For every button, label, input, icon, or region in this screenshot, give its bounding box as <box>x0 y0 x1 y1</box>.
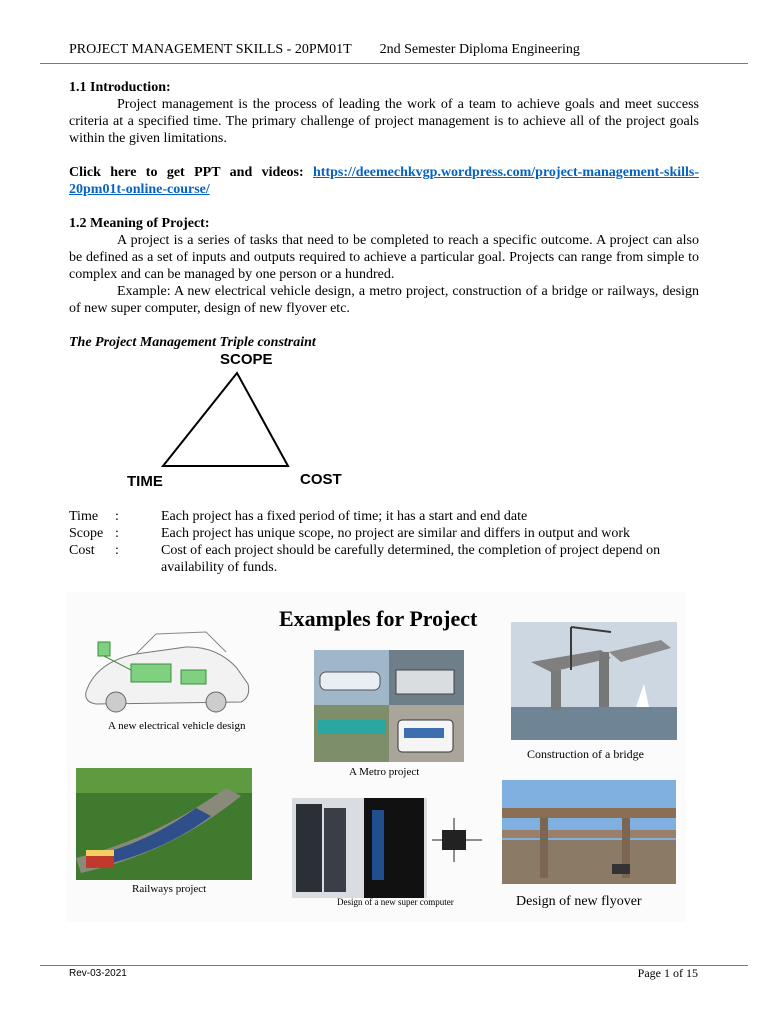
header-divider <box>40 63 748 64</box>
bridge-image <box>511 622 677 740</box>
time-label: TIME <box>127 473 163 490</box>
railways-image <box>76 768 252 880</box>
constraint-triangle <box>163 373 288 466</box>
definition-colon: : <box>115 526 119 541</box>
document-body <box>69 79 699 351</box>
scope-label: SCOPE <box>220 351 273 368</box>
bridge-caption: Construction of a bridge <box>527 747 644 761</box>
definition-term: Scope <box>69 526 104 541</box>
definition-term: Time <box>69 509 99 524</box>
intro-paragraph: Project management is the process of leading the work of a team to achieve goals and meet success criteria at a specified time. The primary challenge of project management is to achieve all of the project goals within the given limitations. <box>69 97 699 146</box>
supercomputer-image <box>292 798 492 898</box>
examples-title: Examples for Project <box>279 606 478 631</box>
flyover-caption: Design of new flyover <box>516 894 642 909</box>
header-course: PROJECT MANAGEMENT SKILLS - 20PM01T <box>69 42 352 57</box>
definition-text: Cost of each project should be carefully determined, the completion of project depend on availability of funds. <box>161 543 661 575</box>
footer-revision: Rev-03-2021 <box>69 968 127 979</box>
meaning-paragraph: A project is a series of tasks that need to be completed to reach a specific outcome. A project can also be defined as a set of inputs and outputs required to achieve a particular goal. Projects can range from simple to complex and can be managed by one person or a hundred. <box>69 233 699 282</box>
definition-colon: : <box>115 543 119 558</box>
electric-vehicle-image <box>76 622 256 717</box>
cost-label: COST <box>300 471 342 488</box>
meaning-heading: 1.2 Meaning of Project: <box>69 216 210 231</box>
definition-colon: : <box>115 509 119 524</box>
definition-text: Each project has unique scope, no project are similar and differs in output and work <box>161 526 630 541</box>
resource-link[interactable]: https://deemechkvgp.wordpress.com/project-management-skills-20pm01t-online-course/ <box>69 165 700 197</box>
header-semester: 2nd Semester Diploma Engineering <box>379 42 580 57</box>
intro-heading: 1.1 Introduction: <box>69 80 171 95</box>
supercomputer-caption: Design of a new super computer <box>337 897 454 907</box>
triple-constraint-diagram <box>120 348 342 493</box>
examples-figure <box>66 592 686 922</box>
definition-row <box>69 508 709 525</box>
metro-caption: A Metro project <box>349 766 420 778</box>
definition-row <box>69 542 709 576</box>
example-paragraph: Example: A new electrical vehicle design, a metro project, construction of a bridge or railways, design of new super computer, design of new flyover etc. <box>69 284 699 316</box>
railways-caption: Railways project <box>132 883 207 895</box>
triple-constraint-title: The Project Management Triple constraint <box>69 335 316 350</box>
resource-link-line <box>69 164 699 198</box>
resource-link-label: Click here to get PPT and videos <box>69 165 299 180</box>
resource-link-separator: : <box>298 165 313 180</box>
footer-page-number: Page 1 of 15 <box>637 966 698 980</box>
ev-caption: A new electrical vehicle design <box>108 720 246 732</box>
definition-row <box>69 525 709 542</box>
metro-image <box>314 650 464 762</box>
definition-text: Each project has a fixed period of time; it has a start and end date <box>161 509 528 524</box>
page-header <box>69 42 580 58</box>
constraint-definitions <box>69 508 709 576</box>
definition-term: Cost <box>69 543 95 558</box>
flyover-image <box>502 780 676 884</box>
